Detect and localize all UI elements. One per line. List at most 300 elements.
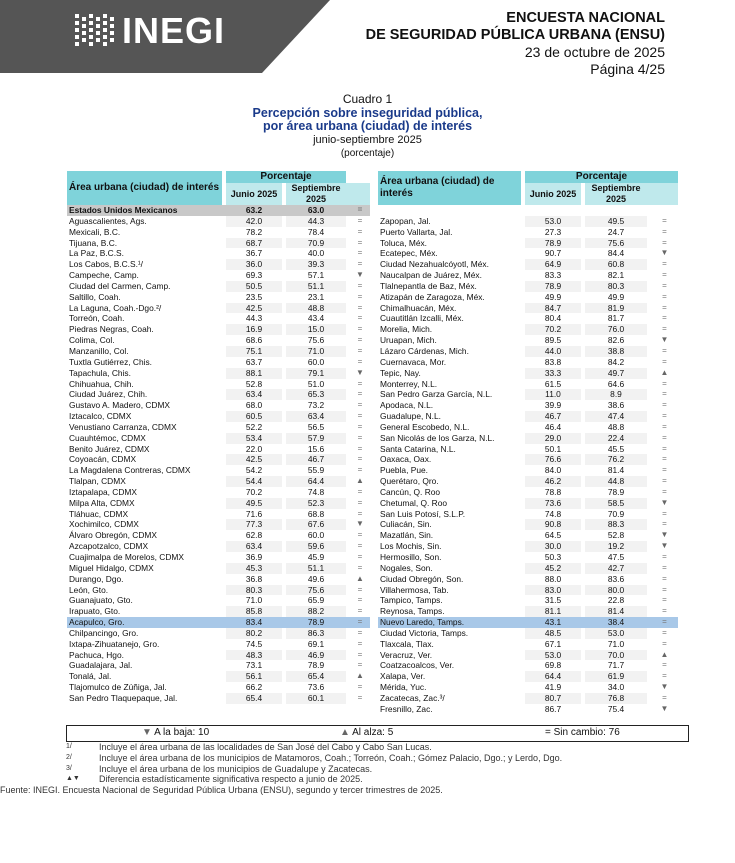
change-indicator: = (357, 465, 363, 475)
area-name: Mérida, Yuc. (380, 682, 427, 693)
table-row (67, 476, 370, 487)
september-value: 44.3 (286, 216, 346, 227)
change-indicator: = (662, 573, 667, 583)
change-indicator: = (357, 432, 363, 442)
september-value: 81.9 (585, 303, 647, 314)
september-value: 47.4 (585, 411, 647, 422)
area-name: Toluca, Méx. (380, 237, 428, 248)
table-row (378, 682, 678, 693)
change-indicator: = (357, 302, 363, 312)
june-value: 69.3 (245, 270, 263, 281)
september-value: 22.4 (585, 433, 647, 444)
area-name: La Paz, B.C.S. (69, 248, 124, 259)
table-row (67, 335, 370, 346)
area-name: Cuernavaca, Mor. (380, 356, 447, 367)
table-row (67, 270, 370, 281)
area-name: La Magdalena Contreras, CDMX (69, 465, 191, 476)
area-name: Torreón, Coah. (69, 313, 125, 324)
june-value: 54.4 (226, 476, 282, 487)
table-row (378, 368, 678, 379)
area-name: San Pedro Tlaquepaque, Jal. (69, 692, 178, 703)
change-indicator (651, 205, 678, 216)
area-name: Tepic, Nay. (380, 367, 421, 378)
september-value: 45.5 (607, 443, 625, 454)
september-value: 15.0 (286, 324, 346, 335)
september-value: 81.4 (585, 606, 647, 617)
area-name: Los Cabos, B.C.S.¹/ (69, 259, 144, 270)
table-row (378, 433, 678, 444)
september-value: 51.1 (286, 563, 346, 574)
change-indicator: = (662, 432, 667, 442)
release-date: 23 de octubre de 2025 (524, 44, 665, 60)
table-row (378, 259, 678, 270)
september-value: 70.9 (286, 238, 346, 249)
change-indicator: ▼ (660, 335, 669, 345)
caption-title-line1: Percepción sobre inseguridad pública, (252, 105, 483, 120)
table-row (378, 617, 678, 628)
table-row (378, 639, 678, 650)
change-indicator: = (662, 595, 667, 605)
september-value: 67.6 (286, 519, 346, 530)
table-row (67, 628, 370, 639)
june-value: 67.1 (544, 638, 562, 649)
change-indicator: = (357, 280, 363, 290)
table-row (67, 660, 370, 671)
september-value: 39.3 (286, 259, 346, 270)
table-row (378, 205, 678, 216)
change-indicator: = (357, 552, 363, 561)
table-row (67, 574, 370, 585)
change-indicator: = (357, 378, 363, 388)
change-indicator: = (357, 638, 363, 648)
june-value: 27.3 (544, 226, 562, 237)
september-value: 60.1 (286, 693, 346, 704)
table-row (378, 357, 678, 368)
table-row (378, 660, 678, 671)
area-name: Coatzacoalcos, Ver. (380, 660, 455, 671)
table-row (378, 292, 678, 303)
survey-title-line2: DE SEGURIDAD PÚBLICA URBANA (ENSU) (365, 27, 665, 43)
change-indicator: = (662, 259, 667, 269)
change-indicator: = (357, 530, 363, 540)
area-name: Cuajimalpa de Morelos, CDMX (69, 552, 184, 562)
june-value: 64.5 (544, 530, 562, 541)
change-indicator: = (357, 508, 363, 518)
area-name: Cuauhtémoc, CDMX (69, 432, 146, 443)
june-value: 45.3 (226, 563, 282, 574)
change-indicator: = (662, 345, 667, 355)
september-header: Septiembre 2025 (585, 183, 647, 205)
change-indicator: = (662, 519, 667, 529)
change-legend (66, 725, 689, 742)
table-row (378, 411, 678, 422)
table-row (378, 270, 678, 281)
september-value: 76.0 (585, 324, 647, 335)
june-value: 54.2 (245, 465, 263, 476)
area-name: Pachuca, Hgo. (69, 649, 124, 660)
table-row (378, 389, 678, 400)
september-header: Septiembre 2025 (286, 183, 346, 205)
area-name: Nuevo Laredo, Tamps. (378, 617, 521, 628)
september-value: 86.3 (286, 628, 346, 639)
june-value: 75.1 (226, 346, 282, 357)
area-name: León, Gto. (69, 584, 109, 595)
june-value: 46.4 (544, 421, 562, 432)
legend-up: ▲ Al alza: 5 (340, 727, 394, 738)
area-name: Coyoacán, CDMX (69, 454, 137, 465)
table-row (67, 519, 370, 530)
change-indicator: = (662, 627, 667, 637)
june-value: 31.5 (544, 595, 562, 606)
table-row (67, 357, 370, 368)
table-row (67, 379, 370, 390)
september-value: 47.5 (607, 552, 625, 562)
june-value: 60.5 (226, 411, 282, 422)
table-row (378, 693, 678, 704)
september-value: 80.0 (585, 585, 647, 596)
september-value: 15.6 (307, 443, 325, 454)
table-row (378, 509, 678, 520)
june-value: 83.0 (525, 585, 581, 596)
area-name: Mexicali, B.C. (69, 226, 121, 237)
table-row (378, 248, 678, 259)
page-number: Página 4/25 (590, 61, 665, 77)
table-row (378, 585, 678, 596)
table-row (67, 411, 370, 422)
change-indicator: = (662, 302, 667, 312)
june-value: 62.8 (245, 530, 263, 541)
table-row (67, 693, 370, 704)
june-value: 66.2 (245, 682, 263, 693)
area-name: Querétaro, Qro. (380, 476, 439, 487)
september-value (585, 205, 647, 216)
change-indicator: = (662, 454, 667, 464)
june-value: 39.9 (544, 400, 562, 411)
september-value: 59.6 (286, 541, 346, 552)
september-value: 63.4 (286, 411, 346, 422)
up-triangle-icon: ▲ (340, 727, 353, 738)
june-value: 43.1 (525, 617, 581, 628)
area-name: Tapachula, Chis. (69, 367, 131, 378)
september-value: 53.0 (585, 628, 647, 639)
table-row (378, 541, 678, 552)
source-note: Fuente: INEGI. Encuesta Nacional de Seguridad Pública Urbana (ENSU), segundo y tercer trimestres de 2025. (0, 785, 443, 796)
change-indicator: = (662, 562, 667, 572)
table-row (67, 205, 370, 216)
table-row (67, 422, 370, 433)
september-value: 24.7 (607, 226, 625, 237)
table-row (378, 379, 678, 390)
change-indicator: = (357, 324, 363, 334)
change-indicator: = (662, 378, 667, 388)
september-value: 71.7 (607, 660, 625, 671)
june-value: 49.9 (544, 291, 562, 302)
change-indicator: = (662, 215, 667, 225)
change-indicator: ▼ (356, 519, 364, 529)
change-indicator: = (662, 465, 667, 475)
september-value: 49.5 (585, 216, 647, 227)
area-name: Tlajomulco de Zúñiga, Jal. (69, 682, 167, 693)
table-row (378, 476, 678, 487)
change-indicator: ▲ (356, 573, 364, 583)
area-name: Reynosa, Tamps. (380, 606, 445, 617)
table-row (378, 465, 678, 476)
right-table (378, 171, 678, 715)
june-value: 83.4 (226, 617, 282, 628)
area-name: Ciudad Juárez, Chih. (69, 389, 148, 400)
table-row (67, 389, 370, 400)
change-indicator: = (357, 421, 363, 431)
table-row (378, 487, 678, 498)
area-name: Uruapan, Mich. (380, 335, 437, 346)
june-value: 22.0 (245, 443, 263, 454)
table-row (67, 259, 370, 270)
table-caption (0, 93, 735, 161)
change-indicator: = (662, 313, 667, 323)
change-indicator: = (357, 682, 363, 692)
area-name: Guadalajara, Jal. (69, 660, 133, 671)
table-row (378, 628, 678, 639)
june-value: 42.5 (226, 303, 282, 314)
june-value: 49.5 (226, 498, 282, 509)
september-value: 70.9 (607, 508, 625, 519)
area-name: San Luis Potosí, S.L.P. (380, 508, 466, 519)
area-name: Azcapotzalco, CDMX (69, 541, 149, 552)
table-row (67, 346, 370, 357)
change-indicator: = (662, 270, 667, 280)
area-name: Guanajuato, Gto. (69, 595, 133, 606)
area-name: Puebla, Pue. (380, 465, 428, 476)
june-value: 78.9 (525, 238, 581, 249)
area-name: Tláhuac, CDMX (69, 508, 129, 519)
area-name: Zapopan, Jal. (380, 215, 431, 226)
june-value: 78.2 (245, 226, 263, 237)
september-value: 8.9 (585, 389, 647, 400)
table-row (67, 313, 370, 324)
june-value: 44.0 (525, 346, 581, 357)
september-value: 78.9 (307, 660, 325, 671)
june-value: 86.7 (544, 703, 562, 714)
change-indicator: ▼ (660, 530, 669, 540)
september-value: 65.3 (286, 389, 346, 400)
area-header: Área urbana (ciudad) de interés (378, 171, 521, 205)
june-value: 73.6 (525, 498, 581, 509)
september-value: 49.6 (307, 573, 325, 584)
area-name: Iztacalco, CDMX (69, 411, 132, 422)
area-name: San Pedro Garza García, N.L. (380, 389, 493, 400)
change-indicator: ▼ (356, 270, 364, 280)
survey-title-line1: ENCUESTA NACIONAL (506, 10, 665, 26)
september-value: 42.7 (585, 563, 647, 574)
change-indicator: = (662, 389, 667, 399)
change-indicator: = (662, 638, 667, 648)
june-value: 85.8 (226, 606, 282, 617)
change-indicator: ▲ (660, 367, 669, 377)
change-indicator: = (357, 562, 363, 572)
june-value: 64.9 (525, 259, 581, 270)
table-row (378, 606, 678, 617)
change-indicator: = (662, 237, 667, 247)
change-indicator: = (357, 411, 363, 421)
june-value: 52.8 (245, 378, 263, 389)
change-indicator: = (357, 259, 363, 269)
june-value: 33.3 (525, 368, 581, 379)
september-value: 73.6 (307, 682, 325, 693)
area-name: Tlalnepantla de Baz, Méx. (380, 280, 477, 291)
change-indicator: ▼ (660, 703, 669, 713)
june-value: 69.8 (544, 660, 562, 671)
june-value: 80.7 (525, 693, 581, 704)
change-indicator: = (662, 226, 667, 236)
change-indicator: = (662, 443, 667, 453)
june-value: 63.2 (226, 205, 282, 216)
change-indicator: = (357, 692, 363, 702)
table-row (378, 498, 678, 509)
area-name: Santa Catarina, N.L. (380, 443, 456, 454)
area-name: Xochimilco, CDMX (69, 519, 139, 530)
table-row (67, 303, 370, 314)
june-value: 50.5 (226, 281, 282, 292)
june-value: 11.0 (525, 389, 581, 400)
table-row (378, 303, 678, 314)
june-value: 50.3 (544, 552, 562, 562)
september-value: 57.9 (286, 433, 346, 444)
september-value: 74.8 (307, 486, 325, 497)
june-value: 68.0 (245, 400, 263, 411)
june-value: 46.7 (525, 411, 581, 422)
change-indicator: = (662, 476, 667, 486)
june-value: 83.3 (544, 270, 562, 281)
september-value: 81.7 (607, 313, 625, 324)
table-row (67, 292, 370, 303)
september-value: 70.0 (585, 650, 647, 661)
september-value: 43.4 (307, 313, 325, 324)
june-value: 52.2 (245, 421, 263, 432)
area-name: Benito Juárez, CDMX (69, 443, 150, 454)
june-value: 70.2 (525, 324, 581, 335)
june-value: 74.8 (544, 508, 562, 519)
june-value: 71.6 (245, 508, 263, 519)
footnote: 2/ Incluye el área urbana de los municipios de Matamoros, Coah.; Torreón, Coah.; Gómez Palacio, Dgo.; y Lerdo, Dgo. (66, 752, 563, 763)
change-indicator: = (357, 606, 363, 616)
area-name: Cancún, Q. Roo (380, 486, 441, 497)
june-value: 48.5 (525, 628, 581, 639)
september-value: 52.3 (286, 498, 346, 509)
table-row (67, 671, 370, 682)
change-indicator: = (662, 692, 667, 702)
change-indicator: ▲ (356, 671, 364, 681)
percentage-header: Porcentaje (226, 171, 346, 183)
june-value: 65.4 (226, 693, 282, 704)
september-value: 78.9 (607, 486, 625, 497)
june-value: 80.4 (544, 313, 562, 324)
september-value: 76.8 (585, 693, 647, 704)
september-value: 82.1 (607, 270, 625, 281)
change-indicator: = (350, 205, 370, 216)
area-name: Campeche, Camp. (69, 270, 139, 281)
september-value: 64.4 (286, 476, 346, 487)
area-name: Gustavo A. Madero, CDMX (69, 400, 171, 411)
june-value: 36.9 (245, 552, 263, 562)
table-row (67, 585, 370, 596)
table-row (67, 465, 370, 476)
table-row (378, 238, 678, 249)
down-triangle-icon: ▼ (142, 727, 155, 738)
september-value: 48.8 (286, 303, 346, 314)
change-indicator: = (651, 617, 678, 628)
area-name: Xalapa, Ver. (380, 671, 426, 682)
september-value: 84.2 (607, 356, 625, 367)
area-name: Ixtapa-Zihuatanejo, Gro. (69, 638, 160, 649)
september-value: 52.8 (607, 530, 625, 541)
table-row (378, 574, 678, 585)
table-row (378, 227, 678, 238)
area-name: Tampico, Tamps. (380, 595, 443, 606)
june-value: 70.2 (245, 486, 263, 497)
september-value: 38.8 (585, 346, 647, 357)
september-value: 75.6 (585, 238, 647, 249)
june-value: 71.0 (245, 595, 263, 606)
september-value: 68.8 (307, 508, 325, 519)
table-row (67, 227, 370, 238)
area-name: Tuxtla Gutiérrez, Chis. (69, 356, 152, 367)
september-value: 78.4 (307, 226, 325, 237)
september-value: 69.1 (307, 638, 325, 649)
june-value: 90.7 (544, 248, 562, 259)
september-value: 88.3 (585, 519, 647, 530)
area-name: Miguel Hidalgo, CDMX (69, 562, 154, 573)
september-value: 51.0 (307, 378, 325, 389)
june-value: 46.2 (525, 476, 581, 487)
september-value: 88.2 (286, 606, 346, 617)
change-indicator: = (357, 486, 363, 496)
area-name: Milpa Alta, CDMX (69, 497, 135, 508)
june-value: 41.9 (544, 682, 562, 693)
change-indicator: = (357, 660, 363, 670)
table-row (378, 454, 678, 465)
table-row (67, 281, 370, 292)
table-row (378, 281, 678, 292)
june-value: 36.7 (245, 248, 263, 259)
june-value: 56.1 (226, 671, 282, 682)
june-value: 45.2 (525, 563, 581, 574)
september-value: 46.9 (286, 650, 346, 661)
june-value: 88.1 (226, 368, 282, 379)
change-indicator: = (357, 313, 363, 323)
june-value: 78.9 (525, 281, 581, 292)
june-value: 83.8 (544, 356, 562, 367)
table-row (67, 454, 370, 465)
table-row (67, 509, 370, 520)
change-indicator: = (357, 443, 363, 453)
area-name: Nogales, Son. (380, 562, 433, 573)
september-value: 75.6 (286, 585, 346, 596)
area-name: Villahermosa, Tab. (380, 584, 449, 595)
change-indicator: = (662, 291, 667, 301)
area-name: Los Mochis, Sin. (380, 541, 442, 552)
change-indicator: = (662, 584, 667, 594)
june-value: 44.3 (245, 313, 263, 324)
june-value: 42.5 (226, 454, 282, 465)
june-value: 89.5 (544, 335, 562, 346)
logo-text: INEGI (122, 10, 226, 51)
table-row (378, 519, 678, 530)
change-indicator: = (357, 248, 363, 258)
june-value: 73.1 (245, 660, 263, 671)
area-name: Chilpancingo, Gro. (69, 627, 139, 638)
june-value: 63.4 (226, 541, 282, 552)
june-value: 50.1 (544, 443, 562, 454)
